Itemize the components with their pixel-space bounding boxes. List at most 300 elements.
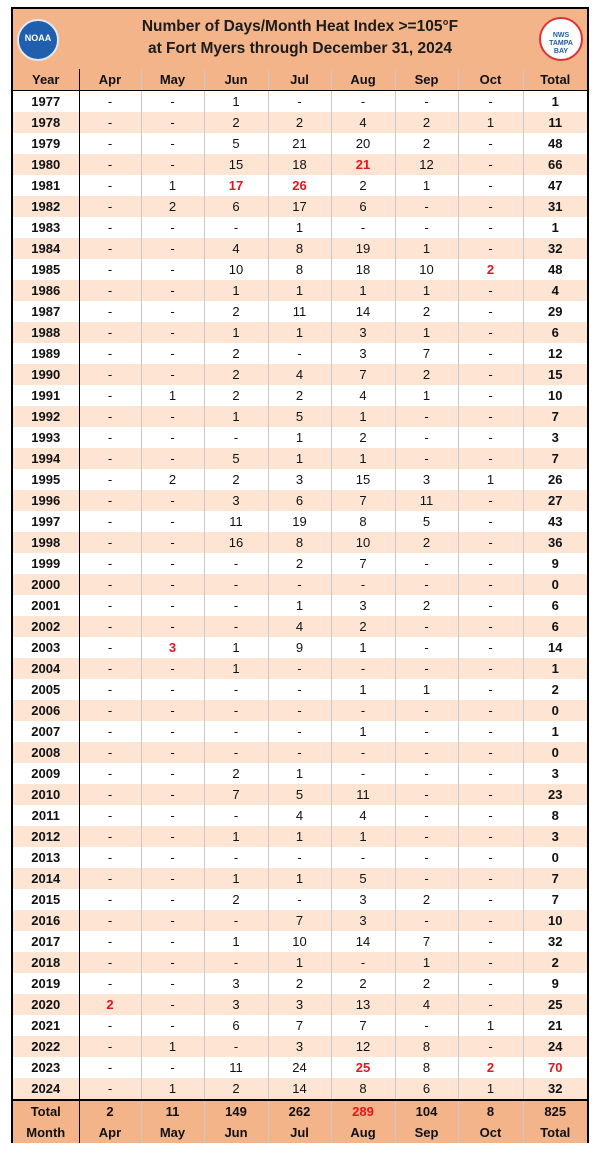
month-cell-jun: 17 <box>204 175 268 196</box>
month-cell-sep: 12 <box>395 154 458 175</box>
month-cell-may: - <box>141 301 204 322</box>
month-cell-jul: - <box>268 91 331 113</box>
month-cell-apr: - <box>79 1057 141 1078</box>
footer-months-row <box>13 1122 587 1143</box>
total-cell: 6 <box>523 322 587 343</box>
month-cell-jul: 8 <box>268 259 331 280</box>
table-row <box>13 826 587 847</box>
month-cell-jul: 18 <box>268 154 331 175</box>
month-cell-sep: 4 <box>395 994 458 1015</box>
month-cell-may: - <box>141 952 204 973</box>
month-cell-may: - <box>141 931 204 952</box>
month-cell-jun: 1 <box>204 868 268 889</box>
month-cell-may: - <box>141 994 204 1015</box>
table-row <box>13 742 587 763</box>
month-cell-jun: 2 <box>204 1078 268 1100</box>
month-cell-jun: 1 <box>204 91 268 113</box>
totals-cell: Total <box>13 1100 79 1122</box>
month-cell-sep: - <box>395 700 458 721</box>
month-cell-aug: 1 <box>331 280 395 301</box>
month-cell-jul: 1 <box>268 763 331 784</box>
month-cell-apr: - <box>79 721 141 742</box>
month-cell-jun: - <box>204 595 268 616</box>
month-cell-aug: - <box>331 658 395 679</box>
month-cell-jun: 6 <box>204 196 268 217</box>
month-cell-may: 1 <box>141 1078 204 1100</box>
month-cell-jun: - <box>204 427 268 448</box>
table-row <box>13 847 587 868</box>
month-cell-oct: - <box>458 280 523 301</box>
month-cell-aug: 1 <box>331 637 395 658</box>
month-cell-apr: - <box>79 889 141 910</box>
month-cell-jun: - <box>204 742 268 763</box>
footer-totals-row <box>13 1100 587 1122</box>
month-cell-aug: 7 <box>331 364 395 385</box>
months-cell: Oct <box>458 1122 523 1143</box>
month-cell-aug: 7 <box>331 1015 395 1036</box>
month-cell-sep: - <box>395 448 458 469</box>
month-cell-jul: - <box>268 742 331 763</box>
month-cell-jul: 1 <box>268 826 331 847</box>
year-cell: 1979 <box>13 133 79 154</box>
month-cell-apr: - <box>79 217 141 238</box>
month-cell-aug: 10 <box>331 532 395 553</box>
month-cell-apr: - <box>79 763 141 784</box>
month-cell-oct: - <box>458 784 523 805</box>
month-cell-oct: - <box>458 301 523 322</box>
month-cell-sep: - <box>395 616 458 637</box>
table-row <box>13 889 587 910</box>
month-cell-apr: - <box>79 868 141 889</box>
month-cell-jul: 1 <box>268 448 331 469</box>
month-cell-aug: 2 <box>331 175 395 196</box>
month-cell-sep: - <box>395 826 458 847</box>
month-cell-oct: 2 <box>458 259 523 280</box>
totals-cell: 8 <box>458 1100 523 1122</box>
month-cell-jun: - <box>204 616 268 637</box>
month-cell-may: - <box>141 595 204 616</box>
month-cell-apr: - <box>79 322 141 343</box>
total-cell: 4 <box>523 280 587 301</box>
month-cell-apr: - <box>79 490 141 511</box>
month-cell-oct: - <box>458 616 523 637</box>
year-cell: 2007 <box>13 721 79 742</box>
year-cell: 1985 <box>13 259 79 280</box>
year-cell: 2024 <box>13 1078 79 1100</box>
month-cell-may: 2 <box>141 469 204 490</box>
year-cell: 1996 <box>13 490 79 511</box>
month-cell-sep: 2 <box>395 112 458 133</box>
month-cell-jun: - <box>204 574 268 595</box>
year-cell: 1991 <box>13 385 79 406</box>
month-cell-jun: - <box>204 700 268 721</box>
year-cell: 1998 <box>13 532 79 553</box>
total-cell: 12 <box>523 343 587 364</box>
month-cell-jul: - <box>268 343 331 364</box>
month-cell-jul: 8 <box>268 238 331 259</box>
column-header-total: Total <box>523 69 587 91</box>
total-cell: 48 <box>523 259 587 280</box>
table-row <box>13 91 587 113</box>
month-cell-may: - <box>141 868 204 889</box>
month-cell-oct: - <box>458 343 523 364</box>
month-cell-jun: - <box>204 805 268 826</box>
month-cell-may: - <box>141 133 204 154</box>
month-cell-sep: 2 <box>395 301 458 322</box>
month-cell-oct: - <box>458 658 523 679</box>
month-cell-may: - <box>141 511 204 532</box>
month-cell-sep: 1 <box>395 280 458 301</box>
nws-tampa-bay-logo <box>539 17 583 61</box>
table-row <box>13 1036 587 1057</box>
month-cell-may: - <box>141 490 204 511</box>
table-row <box>13 196 587 217</box>
month-cell-apr: - <box>79 259 141 280</box>
year-cell: 2014 <box>13 868 79 889</box>
column-header-apr: Apr <box>79 69 141 91</box>
month-cell-jun: 1 <box>204 637 268 658</box>
month-cell-sep: - <box>395 91 458 113</box>
month-cell-oct: - <box>458 511 523 532</box>
month-cell-jun: 2 <box>204 385 268 406</box>
month-cell-aug: 1 <box>331 826 395 847</box>
month-cell-aug: 4 <box>331 385 395 406</box>
month-cell-sep: 6 <box>395 1078 458 1100</box>
month-cell-sep: 7 <box>395 931 458 952</box>
month-cell-oct: - <box>458 973 523 994</box>
total-cell: 1 <box>523 91 587 113</box>
month-cell-jun: 11 <box>204 511 268 532</box>
total-cell: 70 <box>523 1057 587 1078</box>
month-cell-jul: - <box>268 700 331 721</box>
month-cell-may: - <box>141 889 204 910</box>
month-cell-jul: 11 <box>268 301 331 322</box>
month-cell-aug: 3 <box>331 910 395 931</box>
month-cell-aug: 21 <box>331 154 395 175</box>
nws-logo-text: NWS TAMPA BAY <box>549 32 573 55</box>
month-cell-may: 3 <box>141 637 204 658</box>
year-cell: 1977 <box>13 91 79 113</box>
month-cell-jul: 1 <box>268 595 331 616</box>
table-row <box>13 427 587 448</box>
month-cell-apr: - <box>79 406 141 427</box>
month-cell-may: - <box>141 700 204 721</box>
total-cell: 0 <box>523 742 587 763</box>
month-cell-jul: 5 <box>268 784 331 805</box>
total-cell: 27 <box>523 490 587 511</box>
month-cell-aug: - <box>331 91 395 113</box>
month-cell-aug: 1 <box>331 448 395 469</box>
total-cell: 32 <box>523 238 587 259</box>
table-row <box>13 532 587 553</box>
table-row <box>13 784 587 805</box>
month-cell-sep: 2 <box>395 532 458 553</box>
month-cell-may: - <box>141 784 204 805</box>
month-cell-apr: - <box>79 469 141 490</box>
month-cell-jul: 17 <box>268 196 331 217</box>
month-cell-jun: 4 <box>204 238 268 259</box>
month-cell-oct: - <box>458 91 523 113</box>
table-row <box>13 112 587 133</box>
month-cell-jul: 6 <box>268 490 331 511</box>
table-row <box>13 469 587 490</box>
table-row <box>13 217 587 238</box>
month-cell-jun: - <box>204 553 268 574</box>
month-cell-sep: 7 <box>395 343 458 364</box>
month-cell-may: - <box>141 616 204 637</box>
month-cell-jul: 1 <box>268 280 331 301</box>
month-cell-apr: 2 <box>79 994 141 1015</box>
month-cell-aug: - <box>331 952 395 973</box>
month-cell-aug: 15 <box>331 469 395 490</box>
month-cell-jun: 3 <box>204 994 268 1015</box>
month-cell-may: - <box>141 91 204 113</box>
month-cell-sep: 1 <box>395 679 458 700</box>
total-cell: 7 <box>523 868 587 889</box>
month-cell-apr: - <box>79 238 141 259</box>
month-cell-jul: 21 <box>268 133 331 154</box>
month-cell-sep: 1 <box>395 385 458 406</box>
month-cell-sep: - <box>395 784 458 805</box>
month-cell-aug: - <box>331 742 395 763</box>
total-cell: 1 <box>523 658 587 679</box>
column-header-jul: Jul <box>268 69 331 91</box>
table-row <box>13 490 587 511</box>
month-cell-may: - <box>141 973 204 994</box>
month-cell-aug: 4 <box>331 112 395 133</box>
table-row <box>13 553 587 574</box>
month-cell-may: - <box>141 322 204 343</box>
months-cell: Total <box>523 1122 587 1143</box>
month-cell-sep: - <box>395 910 458 931</box>
month-cell-apr: - <box>79 175 141 196</box>
month-cell-sep: - <box>395 427 458 448</box>
month-cell-oct: - <box>458 805 523 826</box>
month-cell-oct: - <box>458 322 523 343</box>
month-cell-jul: 3 <box>268 994 331 1015</box>
year-cell: 1990 <box>13 364 79 385</box>
month-cell-jul: 26 <box>268 175 331 196</box>
month-cell-aug: 1 <box>331 679 395 700</box>
month-cell-jun: 2 <box>204 364 268 385</box>
month-cell-oct: - <box>458 910 523 931</box>
month-cell-may: - <box>141 112 204 133</box>
total-cell: 9 <box>523 973 587 994</box>
month-cell-may: 1 <box>141 1036 204 1057</box>
month-cell-oct: 2 <box>458 1057 523 1078</box>
table-row <box>13 931 587 952</box>
month-cell-sep: 1 <box>395 322 458 343</box>
month-cell-may: - <box>141 553 204 574</box>
column-header-oct: Oct <box>458 69 523 91</box>
month-cell-oct: - <box>458 427 523 448</box>
month-cell-aug: 3 <box>331 595 395 616</box>
totals-cell: 289 <box>331 1100 395 1122</box>
month-cell-jul: 14 <box>268 1078 331 1100</box>
month-cell-oct: - <box>458 133 523 154</box>
month-cell-aug: 8 <box>331 511 395 532</box>
total-cell: 43 <box>523 511 587 532</box>
table-row <box>13 511 587 532</box>
month-cell-jun: - <box>204 679 268 700</box>
months-cell: Jun <box>204 1122 268 1143</box>
total-cell: 25 <box>523 994 587 1015</box>
month-cell-aug: 3 <box>331 343 395 364</box>
table-row <box>13 1057 587 1078</box>
total-cell: 10 <box>523 910 587 931</box>
month-cell-aug: 20 <box>331 133 395 154</box>
total-cell: 7 <box>523 889 587 910</box>
year-cell: 1997 <box>13 511 79 532</box>
month-cell-oct: - <box>458 553 523 574</box>
month-cell-may: - <box>141 1015 204 1036</box>
month-cell-jul: - <box>268 847 331 868</box>
table-row <box>13 910 587 931</box>
month-cell-jun: - <box>204 910 268 931</box>
month-cell-oct: - <box>458 952 523 973</box>
year-cell: 2006 <box>13 700 79 721</box>
month-cell-jul: - <box>268 574 331 595</box>
table-row <box>13 679 587 700</box>
month-cell-may: - <box>141 364 204 385</box>
month-cell-aug: 6 <box>331 196 395 217</box>
heat-index-table-frame <box>11 7 589 1143</box>
year-cell: 2021 <box>13 1015 79 1036</box>
year-cell: 1995 <box>13 469 79 490</box>
month-cell-apr: - <box>79 826 141 847</box>
month-cell-sep: - <box>395 1015 458 1036</box>
year-cell: 2013 <box>13 847 79 868</box>
month-cell-jul: 1 <box>268 868 331 889</box>
header-row <box>13 69 587 91</box>
month-cell-oct: - <box>458 700 523 721</box>
total-cell: 3 <box>523 763 587 784</box>
month-cell-aug: 3 <box>331 322 395 343</box>
month-cell-jun: 5 <box>204 448 268 469</box>
total-cell: 0 <box>523 574 587 595</box>
month-cell-apr: - <box>79 553 141 574</box>
month-cell-oct: 1 <box>458 112 523 133</box>
table-row <box>13 700 587 721</box>
column-header-jun: Jun <box>204 69 268 91</box>
month-cell-may: 1 <box>141 385 204 406</box>
month-cell-apr: - <box>79 784 141 805</box>
year-cell: 2004 <box>13 658 79 679</box>
month-cell-jul: 4 <box>268 616 331 637</box>
month-cell-may: - <box>141 448 204 469</box>
total-cell: 15 <box>523 364 587 385</box>
table-row <box>13 280 587 301</box>
month-cell-may: - <box>141 532 204 553</box>
month-cell-jul: 2 <box>268 973 331 994</box>
month-cell-may: - <box>141 217 204 238</box>
month-cell-oct: 1 <box>458 469 523 490</box>
month-cell-sep: 1 <box>395 952 458 973</box>
months-cell: May <box>141 1122 204 1143</box>
year-cell: 2002 <box>13 616 79 637</box>
month-cell-apr: - <box>79 343 141 364</box>
month-cell-jul: 1 <box>268 952 331 973</box>
year-cell: 2011 <box>13 805 79 826</box>
total-cell: 2 <box>523 952 587 973</box>
months-cell: Sep <box>395 1122 458 1143</box>
year-cell: 1978 <box>13 112 79 133</box>
total-cell: 3 <box>523 427 587 448</box>
year-cell: 2008 <box>13 742 79 763</box>
total-cell: 0 <box>523 700 587 721</box>
title-line-2: at Fort Myers through December 31, 2024 <box>147 40 453 57</box>
table-row <box>13 448 587 469</box>
year-cell: 2017 <box>13 931 79 952</box>
table-row <box>13 154 587 175</box>
month-cell-apr: - <box>79 910 141 931</box>
months-cell: Jul <box>268 1122 331 1143</box>
total-cell: 26 <box>523 469 587 490</box>
table-row <box>13 301 587 322</box>
title-line-1: Number of Days/Month Heat Index >=105°F <box>141 18 459 35</box>
table-row <box>13 385 587 406</box>
year-cell: 1993 <box>13 427 79 448</box>
month-cell-may: - <box>141 805 204 826</box>
month-cell-apr: - <box>79 133 141 154</box>
month-cell-aug: 14 <box>331 301 395 322</box>
month-cell-apr: - <box>79 805 141 826</box>
month-cell-apr: - <box>79 742 141 763</box>
month-cell-oct: - <box>458 868 523 889</box>
month-cell-sep: - <box>395 637 458 658</box>
month-cell-jun: 2 <box>204 301 268 322</box>
month-cell-may: - <box>141 679 204 700</box>
month-cell-jun: 1 <box>204 322 268 343</box>
year-cell: 2005 <box>13 679 79 700</box>
heat-index-table <box>13 69 587 1143</box>
month-cell-jul: 2 <box>268 112 331 133</box>
table-row <box>13 994 587 1015</box>
month-cell-apr: - <box>79 112 141 133</box>
month-cell-oct: - <box>458 154 523 175</box>
year-cell: 2020 <box>13 994 79 1015</box>
month-cell-oct: - <box>458 217 523 238</box>
month-cell-jun: - <box>204 1036 268 1057</box>
month-cell-jul: 7 <box>268 1015 331 1036</box>
month-cell-oct: - <box>458 721 523 742</box>
month-cell-jun: 15 <box>204 154 268 175</box>
total-cell: 23 <box>523 784 587 805</box>
table-row <box>13 175 587 196</box>
month-cell-may: - <box>141 406 204 427</box>
table-row <box>13 721 587 742</box>
month-cell-may: - <box>141 742 204 763</box>
month-cell-sep: 8 <box>395 1036 458 1057</box>
total-cell: 6 <box>523 595 587 616</box>
table-row <box>13 1015 587 1036</box>
table-row <box>13 259 587 280</box>
total-cell: 47 <box>523 175 587 196</box>
month-cell-sep: 2 <box>395 364 458 385</box>
noaa-logo <box>17 19 59 61</box>
month-cell-may: - <box>141 280 204 301</box>
column-header-sep: Sep <box>395 69 458 91</box>
month-cell-jul: 4 <box>268 805 331 826</box>
month-cell-oct: - <box>458 763 523 784</box>
totals-cell: 825 <box>523 1100 587 1122</box>
month-cell-aug: 14 <box>331 931 395 952</box>
year-cell: 1986 <box>13 280 79 301</box>
month-cell-sep: - <box>395 553 458 574</box>
month-cell-aug: 13 <box>331 994 395 1015</box>
table-row <box>13 133 587 154</box>
month-cell-may: 1 <box>141 175 204 196</box>
